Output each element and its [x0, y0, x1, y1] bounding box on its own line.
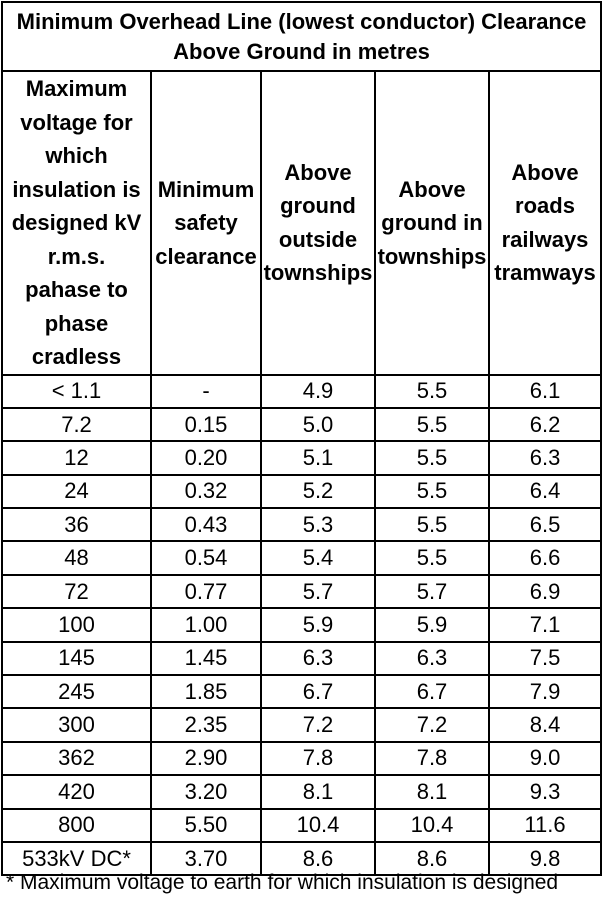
table-row [2, 708, 601, 741]
table-cell: 3.70 [151, 842, 261, 875]
table-cell: 5.0 [261, 408, 375, 441]
table-cell: 5.9 [261, 608, 375, 641]
table-cell: 8.1 [261, 775, 375, 808]
table-title-line-1: Minimum Overhead Line (lowest conductor) Clearance [16, 8, 587, 34]
table-cell: 9.8 [489, 842, 601, 875]
table-cell: 5.5 [375, 475, 489, 508]
table-row [2, 742, 601, 775]
table-cell: 6.7 [261, 675, 375, 708]
table-cell: 5.5 [375, 541, 489, 574]
table-cell: 145 [2, 642, 151, 675]
table-row [2, 675, 601, 708]
table-cell: 2.90 [151, 742, 261, 775]
table-cell: 5.9 [375, 608, 489, 641]
table-cell: 8.4 [489, 708, 601, 741]
column-header-max-voltage: Maximum voltage for which insulation is designed kV r.m.s. pahase to phase cradless [2, 71, 151, 375]
table-cell: 5.4 [261, 541, 375, 574]
table-row [2, 608, 601, 641]
table-cell: 6.3 [375, 642, 489, 675]
table-row [2, 375, 601, 408]
column-header-outside-townships: Above ground outside townships [261, 71, 375, 375]
table-cell: 5.1 [261, 441, 375, 474]
table-cell: 7.2 [375, 708, 489, 741]
table-cell: 1.85 [151, 675, 261, 708]
table-cell: 5.5 [375, 441, 489, 474]
column-header-in-townships: Above ground in townships [375, 71, 489, 375]
table-cell: 3.20 [151, 775, 261, 808]
table-row [2, 508, 601, 541]
table-cell: 48 [2, 541, 151, 574]
table-cell: 5.5 [375, 375, 489, 408]
column-header-roads-railways-tramways: Above roads railways tramways [489, 71, 601, 375]
table-cell: 0.77 [151, 575, 261, 608]
table-cell: 2.35 [151, 708, 261, 741]
table-body [2, 375, 601, 876]
table-cell: 8.1 [375, 775, 489, 808]
table-cell: 300 [2, 708, 151, 741]
table-cell: 9.3 [489, 775, 601, 808]
table-cell: 0.20 [151, 441, 261, 474]
table-row [2, 441, 601, 474]
table-row [2, 809, 601, 842]
table-cell: 362 [2, 742, 151, 775]
table-cell: 1.45 [151, 642, 261, 675]
table-cell: 8.6 [261, 842, 375, 875]
table-cell: 6.5 [489, 508, 601, 541]
table-cell: 420 [2, 775, 151, 808]
table-cell: 11.6 [489, 809, 601, 842]
table-cell: 1.00 [151, 608, 261, 641]
table-cell: 72 [2, 575, 151, 608]
table-cell: 12 [2, 441, 151, 474]
table-cell: 24 [2, 475, 151, 508]
table-cell: 7.9 [489, 675, 601, 708]
table-cell: 7.1 [489, 608, 601, 641]
table-title [2, 2, 601, 71]
table-cell: 5.2 [261, 475, 375, 508]
table-cell: 10.4 [375, 809, 489, 842]
table-cell: 7.8 [261, 742, 375, 775]
table-cell: 5.3 [261, 508, 375, 541]
table-cell: 100 [2, 608, 151, 641]
table-row [2, 642, 601, 675]
table-row [2, 408, 601, 441]
table-title-line-2: Above Ground in metres [173, 38, 430, 64]
table-cell: - [151, 375, 261, 408]
table-cell: 6.1 [489, 375, 601, 408]
table-cell: 6.3 [489, 441, 601, 474]
clearance-table [1, 1, 602, 876]
table-cell: < 1.1 [2, 375, 151, 408]
table-cell: 6.4 [489, 475, 601, 508]
table-cell: 533kV DC* [2, 842, 151, 875]
table-cell: 6.6 [489, 541, 601, 574]
table-cell: 36 [2, 508, 151, 541]
table-cell: 800 [2, 809, 151, 842]
table-row [2, 575, 601, 608]
table-row [2, 541, 601, 574]
column-header-min-safety-clearance: Minimum safety clearance [151, 71, 261, 375]
table-cell: 0.32 [151, 475, 261, 508]
table-cell: 7.2 [261, 708, 375, 741]
table-cell: 6.3 [261, 642, 375, 675]
table-cell: 5.5 [375, 508, 489, 541]
footnote: * Maximum voltage to earth for which insulation is designed [6, 871, 559, 894]
table-cell: 7.5 [489, 642, 601, 675]
table-cell: 6.9 [489, 575, 601, 608]
table-cell: 5.5 [375, 408, 489, 441]
table-row [2, 775, 601, 808]
table-cell: 5.7 [261, 575, 375, 608]
table-cell: 7.8 [375, 742, 489, 775]
table-cell: 8.6 [375, 842, 489, 875]
table-cell: 5.7 [375, 575, 489, 608]
table-title-row [2, 2, 601, 71]
table-cell: 0.15 [151, 408, 261, 441]
table-cell: 0.43 [151, 508, 261, 541]
table-cell: 7.2 [2, 408, 151, 441]
table-cell: 6.7 [375, 675, 489, 708]
table-cell: 6.2 [489, 408, 601, 441]
column-header-row [2, 71, 601, 375]
table-cell: 9.0 [489, 742, 601, 775]
table-row [2, 475, 601, 508]
table-cell: 245 [2, 675, 151, 708]
table-cell: 4.9 [261, 375, 375, 408]
table-cell: 0.54 [151, 541, 261, 574]
table-cell: 10.4 [261, 809, 375, 842]
table-cell: 5.50 [151, 809, 261, 842]
